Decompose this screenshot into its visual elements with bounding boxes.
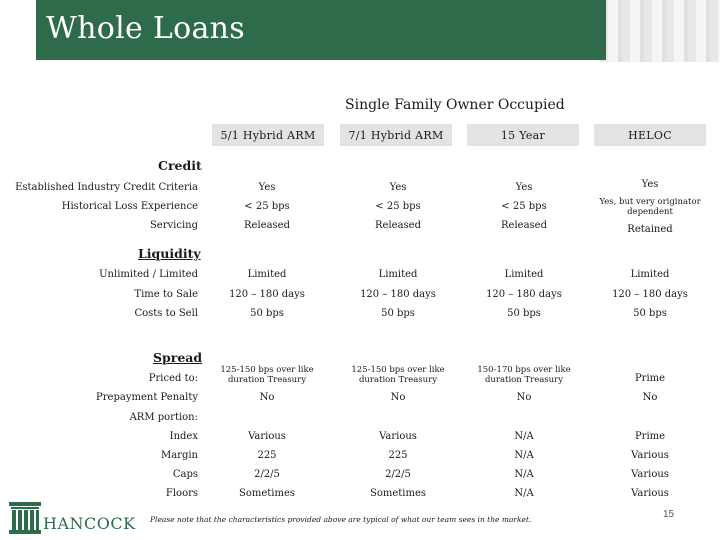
row-label-loss-experience: Historical Loss Experience [61,201,198,212]
cell: Yes [258,182,276,193]
background-columns-image [600,0,720,62]
cell: Yes [515,182,533,193]
column-header-15-year: 15 Year [467,124,579,146]
section-spread: Spread [153,350,203,365]
cell: 2/2/5 [385,469,411,480]
cell: Various [379,431,417,442]
cell: 2/2/5 [254,469,280,480]
cell: Various [631,469,669,480]
cell: Limited [247,269,287,280]
section-credit: Credit [158,158,202,173]
column-header-5-1-arm: 5/1 Hybrid ARM [212,124,324,146]
row-label-costs-to-sell: Costs to Sell [134,308,198,319]
cell: 120 – 180 days [360,289,436,300]
slide-title: Whole Loans [46,11,245,46]
cell: 120 – 180 days [486,289,562,300]
cell: N/A [514,431,534,442]
row-label-credit-criteria: Established Industry Credit Criteria [15,182,198,193]
cell: Yes [641,179,659,190]
row-label-margin: Margin [160,450,198,461]
heading-text: Single Family Owner Occupied [345,97,565,113]
cell: No [642,392,658,403]
cell: Prime [634,431,666,442]
row-label-time-to-sale: Time to Sale [134,289,198,300]
cell: Sometimes [369,488,427,499]
cell: < 25 bps [375,201,421,212]
cell: Prime [634,373,666,384]
cell: Yes [389,182,407,193]
cell: Sometimes [238,488,296,499]
cell: < 25 bps [244,201,290,212]
row-label-arm-portion: ARM portion: [129,412,198,423]
cell: Limited [378,269,418,280]
section-liquidity: Liquidity [138,246,201,261]
cell: N/A [514,488,534,499]
cell: No [259,392,275,403]
cell: Various [631,450,669,461]
title-bar [36,0,606,60]
page-number: 15 [663,509,675,520]
row-label-index: Index [169,431,198,442]
cell: Various [631,488,669,499]
cell: 120 – 180 days [612,289,688,300]
cell: Released [244,220,290,231]
cell: N/A [514,469,534,480]
row-label-priced-to: Priced to: [148,373,198,384]
cell: Limited [504,269,544,280]
cell: 125-150 bps over like duration Treasury [220,365,314,385]
cell: 150-170 bps over like duration Treasury [477,365,571,385]
cell: No [516,392,532,403]
cell: Released [501,220,547,231]
cell: 225 [257,450,277,461]
cell: 50 bps [250,308,284,319]
row-label-unlimited-limited: Unlimited / Limited [99,269,198,280]
cell: 50 bps [507,308,541,319]
cell: 120 – 180 days [229,289,305,300]
row-label-prepayment-penalty: Prepayment Penalty [96,392,198,403]
row-label-caps: Caps [172,469,198,480]
cell: Limited [630,269,670,280]
column-header-7-1-arm: 7/1 Hybrid ARM [340,124,452,146]
cell: 125-150 bps over like duration Treasury [351,365,445,385]
column-header-heloc: HELOC [594,124,706,146]
logo-text: HANCOCK [43,514,136,533]
cell: 225 [388,450,408,461]
cell: Yes, but very originator dependent [599,197,701,217]
row-label-floors: Floors [165,488,198,499]
footnote: Please note that the characteristics provided above are typical of what our team sees in the market. [150,515,532,524]
cell: < 25 bps [501,201,547,212]
cell: N/A [514,450,534,461]
cell: Released [375,220,421,231]
cell: 50 bps [381,308,415,319]
cell: Retained [627,224,673,235]
cell: Various [248,431,286,442]
cell: 50 bps [633,308,667,319]
row-label-servicing: Servicing [149,220,198,231]
cell: No [390,392,406,403]
